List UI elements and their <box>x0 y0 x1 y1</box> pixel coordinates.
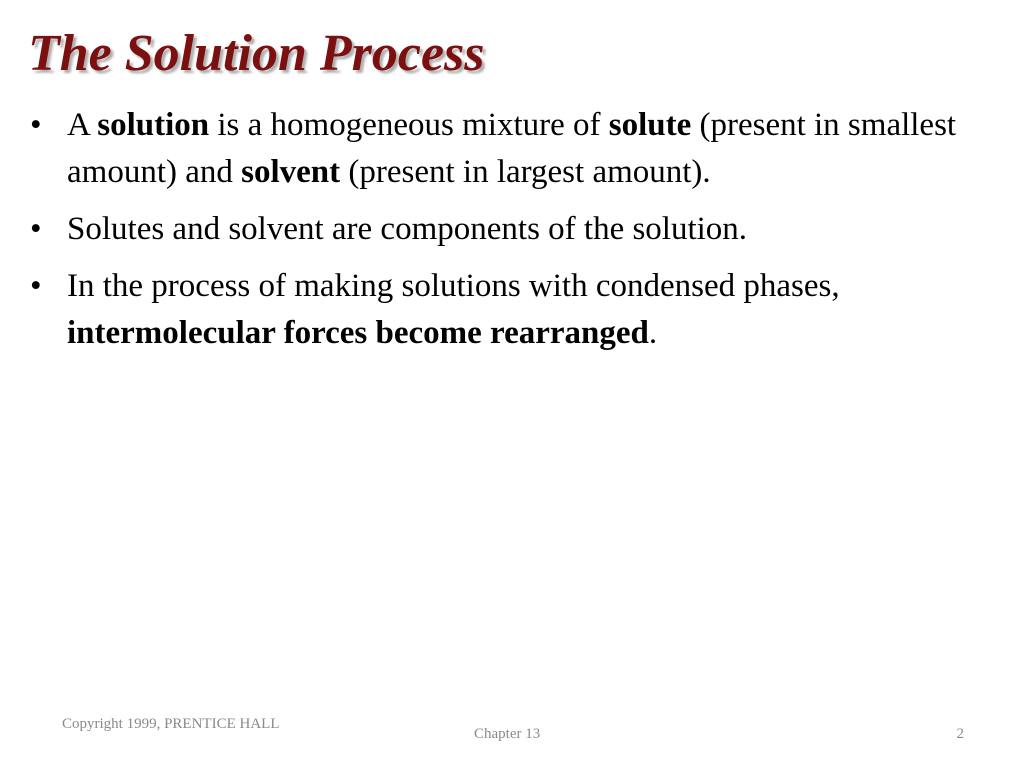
bullet-text-segment: In the process of making solutions with condensed phases, <box>67 268 840 304</box>
bullet-text-segment: . <box>648 315 658 351</box>
bullet-text-segment: Solutes and solvent are components of the solution. <box>67 211 748 247</box>
bullet-icon: • <box>30 268 42 304</box>
bullet-text-segment: is a homogeneous mixture of <box>209 107 609 143</box>
footer-chapter: Chapter 13 <box>474 726 541 742</box>
term-solvent: solvent <box>241 154 341 190</box>
bullet-list <box>30 102 970 367</box>
bullet-item <box>30 102 970 196</box>
footer-copyright: Copyright 1999, PRENTICE HALL <box>62 716 280 732</box>
slide-title: The Solution Process <box>28 25 485 82</box>
term-solution: solution <box>97 107 210 143</box>
bullet-icon: • <box>30 211 42 247</box>
bullet-icon: • <box>30 107 42 143</box>
bullet-item <box>30 263 970 357</box>
bullet-text-segment: A <box>67 107 98 143</box>
term-intermolecular-forces: intermolecular forces become rearranged <box>67 315 649 351</box>
footer-page-number: 2 <box>956 726 964 742</box>
bullet-item <box>30 206 970 253</box>
term-solute: solute <box>608 107 692 143</box>
bullet-text-segment: (present in smallest amount) and <box>67 107 957 190</box>
bullet-text-segment: (present in largest amount). <box>340 154 711 190</box>
